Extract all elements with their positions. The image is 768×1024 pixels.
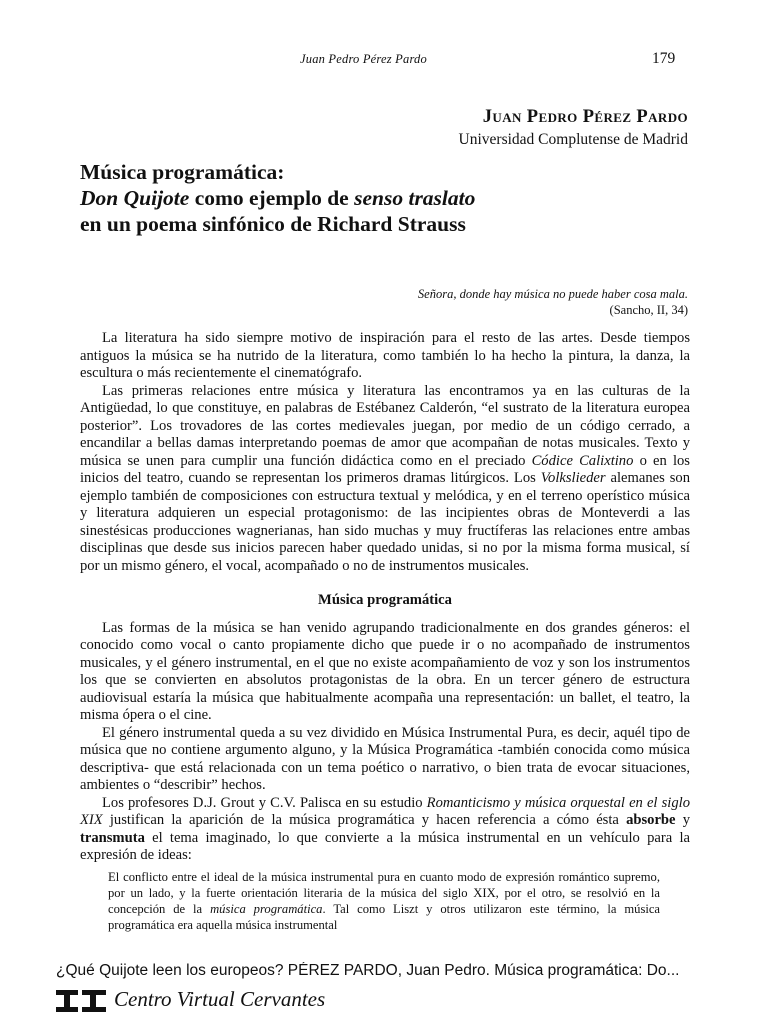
p2-italic-codex: Códice Calixtino [531, 452, 634, 469]
p5-italic-book: Romanticismo y música orquestal en el siglo XIX [80, 794, 690, 828]
title-line-2 [80, 185, 700, 211]
paragraph-4: El género instrumental queda a su vez dividido en Música Instrumental Pura, es decir, aquél tipo de música que no contiene argumento alguno, y la Música Programática -también conocida como música descriptiva- que está relacionada con un tema poético o narrativo, o bien trata de evocar situaciones, ambientes o “describir” hechos. [80, 724, 690, 793]
footer-banner [0, 958, 768, 1024]
p2-italic-volkslieder: Volkslieder [540, 470, 606, 486]
document-link[interactable]: ¿Qué Quijote leen los europeos? PÉREZ PARDO, Juan Pedro. Música programática: Do... [56, 962, 680, 979]
paragraph-3: Las formas de la música se han venido agrupando tradicionalmente en dos grandes géneros: el conocido como vocal o canto propiamente dicho que puede ir o no acompañado de instrumentos musicales, y el género instrumental, en el que no existe acompañamiento de voz y son los instrumentos los que se convierten en absolutos protagonistas de la obra. En un tercer género de estructura audiovisual estaría la música que habitualmente acompaña una representación: un ballet, el teatro, la misma ópera o el cine. [80, 619, 690, 723]
epigraph-source: (Sancho, II, 34) [609, 303, 688, 317]
p2-text-c: alemanes son ejemplo también de composiciones con estructura textual y melódica, y en el terreno operístico música y literatura adquieren un especial protagonismo: de las incipientes obras de Monteverdi a las sinestésicas producciones wagnerianas, han sido muchas y muy fructíferas las relaciones entre ambas disciplinas que desde sus inicios parecen haber quedado unidas, si no por la misma forma musical, sí por un mismo género, el vocal, acompañado o no de instrumentos musicales. [80, 470, 690, 574]
article-title [80, 159, 700, 237]
p2-text-a: Las primeras relaciones entre música y literatura las encontramos ya en las culturas de la Antigüedad, lo que constituye, en palabras de Estébanez Calderón, “el sustrato de la literatura europea posterior”. Los trovadores de las cortes medievales juegan, por medio de un código cerrado, a encandilar a bellas damas interpretando poemas de amor que acompañan de notas musicales. Texto y música se unen para cumplir una función didáctica como en el preciado [80, 382, 690, 469]
page-number: 179 [652, 50, 676, 67]
epigraph-quote: Señora, donde hay música no puede haber cosa mala. [417, 287, 688, 301]
title-italic-work: Don Quijote [80, 186, 190, 210]
block-quote [108, 869, 660, 934]
running-author: Juan Pedro Pérez Pardo [300, 52, 427, 66]
brand-name[interactable]: Centro Virtual Cervantes [114, 987, 326, 1011]
paragraph-1: La literatura ha sido siempre motivo de inspiración para el resto de las artes. Desde tiempos antiguos la música se ha nutrido de la literatura, como también lo ha hecho la pintura, la danza, la escultura o más recientemente el cinematógrafo. [80, 330, 690, 381]
running-header [0, 50, 768, 70]
title-connector: como ejemplo de [189, 186, 355, 210]
author-block [459, 106, 688, 150]
title-line-1: Música programática: [80, 160, 285, 184]
section-heading: Música programática [318, 592, 452, 608]
p2-text-b: o en los inicios del teatro, cuando se representan los primeros dramas litúrgicos. Los [80, 452, 690, 486]
cervantes-logo-icon [56, 988, 108, 1014]
p5-bold-transmuta: transmuta [80, 829, 145, 846]
author-institution: Universidad Complutense de Madrid [458, 131, 688, 148]
paragraph-5 [80, 795, 690, 865]
quote-text-b: . Tal como Liszt y otros utilizaron este término, la música programática era aquella música instrumental [108, 902, 661, 933]
epigraph [418, 286, 688, 318]
p5-text-c: y [675, 812, 690, 828]
quote-italic-term: música programática [210, 902, 323, 917]
p5-bold-absorbe: absorbe [626, 812, 676, 828]
title-italic-term: senso traslato [354, 186, 476, 210]
p5-text-d: el tema imaginado, lo que convierte a la música instrumental en un vehículo para la expresión de ideas: [80, 829, 690, 863]
p5-text-a: Los profesores D.J. Grout y C.V. Palisca en su estudio [102, 794, 427, 811]
author-name: Juan Pedro Pérez Pardo [482, 107, 688, 127]
paragraph-2 [80, 383, 690, 576]
quote-text-a: El conflicto entre el ideal de la música instrumental pura en cuanto modo de expresión romántico supremo, por un lado, y la fuerte orientación literaria de la música del siglo XIX, por el otro, se resolvió en la concepción de la [108, 869, 660, 917]
title-line-3: en un poema sinfónico de Richard Strauss [80, 212, 466, 236]
p5-text-b: justifican la aparición de la música programática y hacen referencia a cómo ésta [102, 812, 627, 828]
article-body [80, 330, 690, 934]
